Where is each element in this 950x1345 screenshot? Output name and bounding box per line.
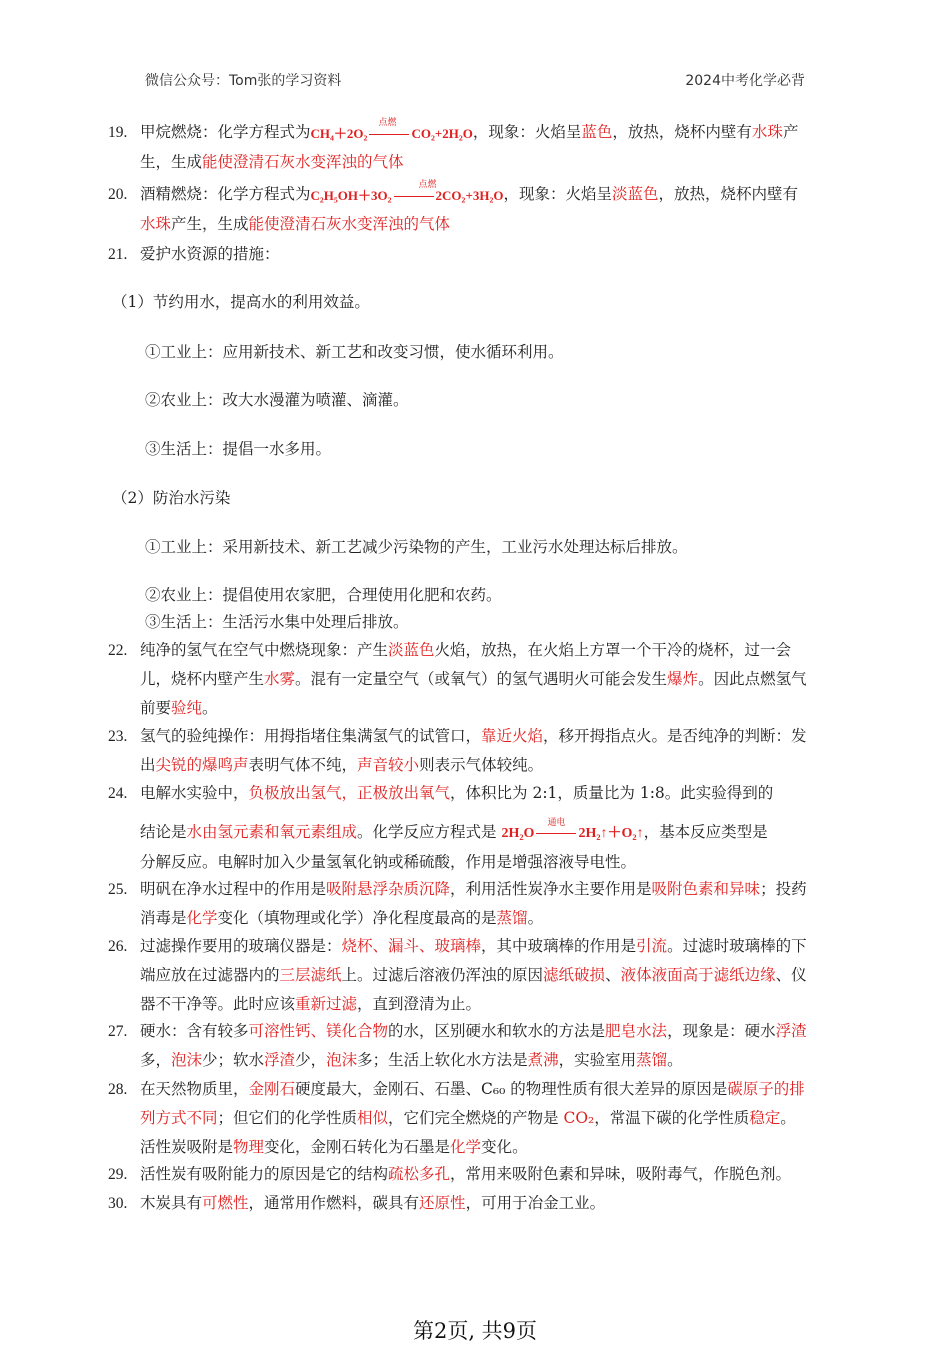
answer: 验纯 xyxy=(171,699,203,717)
text: 。 xyxy=(667,1051,683,1069)
text: 活性炭有吸附能力的原因是它的结构 xyxy=(140,1165,389,1183)
eq-products: CO₂+2H₂O xyxy=(411,125,473,141)
header-title: 2024中考化学必背 xyxy=(685,73,805,89)
item-number: 22. xyxy=(108,642,128,659)
answer: 化学 xyxy=(186,909,218,927)
chemical-equation xyxy=(310,116,473,148)
text: ，通常用作燃料，碳具有 xyxy=(248,1194,420,1212)
answer: 吸附悬浮杂质沉降 xyxy=(326,880,451,898)
text: 氢气的验纯操作：用拇指堵住集满氢气的试管口， xyxy=(140,727,482,745)
sub-point: ②农业上：改大水漫灌为喷灌、滴灌。 xyxy=(145,391,409,409)
answer: 能使澄清石灰水变浑浊的气体 xyxy=(248,214,451,233)
item-number: 30. xyxy=(108,1195,128,1212)
text: 、仪器不干净等。此时应该 xyxy=(140,966,807,1013)
eq-condition: 通电 xyxy=(547,816,566,827)
sub-heading-1: （1）节约用水，提高水的利用效益。 xyxy=(112,293,370,311)
item-23 xyxy=(108,722,810,780)
text: 。 xyxy=(527,909,544,927)
answer: 泡沫 xyxy=(326,1051,358,1069)
item-number: 19. xyxy=(108,124,128,141)
answer: 疏松多孔 xyxy=(388,1165,451,1183)
eq-products: 2H₂↑＋O₂↑ xyxy=(578,825,644,841)
item-19 xyxy=(108,118,810,177)
eq-reactants: C₂H₅OH＋3O₂ xyxy=(310,187,392,203)
item-20 xyxy=(108,180,810,239)
answer: CO₂ xyxy=(563,1109,595,1127)
item-number: 23. xyxy=(108,728,128,745)
answer: 蓝色 xyxy=(581,123,613,141)
header-source: 微信公众号：Tom张的学习资料 xyxy=(145,73,342,89)
text: 多；生活上软化水方法是 xyxy=(357,1051,528,1069)
answer: 水珠 xyxy=(751,123,783,141)
answer: 可燃性 xyxy=(202,1194,249,1212)
item-28 xyxy=(108,1075,810,1162)
text: ，其中玻璃棒的作用是 xyxy=(481,937,637,955)
item-number: 27. xyxy=(108,1023,128,1040)
item-number: 29. xyxy=(108,1166,128,1183)
text: 变化，金刚石转化为石墨是 xyxy=(264,1138,451,1156)
chemical-equation xyxy=(501,816,644,848)
sub-point: ③生活上：生活污水集中处理后排放。 xyxy=(145,613,409,631)
text: 火焰，放热，在火焰上方罩一个干冷的烧杯，过一会儿，烧杯内壁产生 xyxy=(140,641,792,688)
text: 纯净的氢气在空气中燃烧现象：产生 xyxy=(140,641,389,659)
eq-products: 2CO₂+3H₂O xyxy=(435,187,504,203)
text: 。 xyxy=(202,699,218,717)
text: ，放热，烧杯内壁有 xyxy=(612,123,752,141)
answer: 靠近火焰 xyxy=(481,727,544,745)
answer: 烧杯、漏斗、玻璃棒 xyxy=(341,937,482,955)
answer: 水雾 xyxy=(264,670,296,688)
text: 硬度最大，金刚石、石墨、C₆₀ 的物理性质有很大差异的原因是 xyxy=(295,1080,728,1098)
text: ；投药消毒是 xyxy=(140,880,807,927)
answer: 煮沸 xyxy=(527,1051,559,1069)
answer: 肥皂水法 xyxy=(605,1022,668,1040)
item-25 xyxy=(108,875,810,933)
text: 在天然物质里， xyxy=(140,1080,249,1098)
text: 电解水实验中， xyxy=(140,784,249,802)
item-21 xyxy=(108,240,810,269)
text: ，放热，烧杯内壁有 xyxy=(658,185,799,203)
eq-condition: 点燃 xyxy=(378,116,397,127)
item-number: 28. xyxy=(108,1081,128,1098)
text: 。活性炭吸附是 xyxy=(140,1109,796,1156)
eq-reactants: CH₄＋2O₂ xyxy=(310,125,368,141)
text: 。因此点燃氢气前要 xyxy=(140,670,807,717)
answer: 引流 xyxy=(636,937,668,955)
text: ，基本反应类型是 xyxy=(643,823,768,841)
answer: 声音较小 xyxy=(357,756,420,774)
answer: 尖锐的爆鸣声 xyxy=(155,756,249,774)
item-number: 20. xyxy=(108,186,128,203)
text: 明矾在净水过程中的作用是 xyxy=(140,880,327,898)
answer: 物理 xyxy=(233,1138,265,1156)
item-number: 25. xyxy=(108,881,128,898)
text: ，现象：火焰呈 xyxy=(472,123,582,141)
page-number: 第2页, 共9页 xyxy=(412,1319,538,1343)
answer: 水由氢元素和氧元素组成 xyxy=(186,823,358,841)
text: ；但它们的化学性质 xyxy=(217,1109,358,1127)
answer: 化学 xyxy=(450,1138,482,1156)
text: ，体积比为 2:1，质量比为 1:8。此实验得到的 xyxy=(450,784,774,802)
text: 分解反应。电解时加入少量氢氧化钠或稀硫酸，作用是增强溶液导电性。 xyxy=(140,852,637,871)
text: 木炭具有 xyxy=(140,1194,203,1212)
answer: 能使澄清石灰水变浑浊的气体 xyxy=(202,152,404,171)
item-30 xyxy=(108,1189,810,1218)
text: 则表示气体较纯。 xyxy=(419,756,544,774)
sub-point: ②农业上：提倡使用农家肥，合理使用化肥和农药。 xyxy=(145,586,502,604)
sub-point: ①工业上：采用新技术、新工艺减少污染物的产生，工业污水处理达标后排放。 xyxy=(145,538,688,556)
answer: 蒸馏 xyxy=(636,1051,668,1069)
eq-reactants: 2H₂O xyxy=(501,825,535,841)
text: 变化。 xyxy=(481,1138,528,1156)
item-24-cont xyxy=(108,818,810,877)
text: 。化学反应方程式是 xyxy=(357,823,502,841)
answer: 负极放出氢气，正极放出氧气 xyxy=(248,784,451,802)
answer: 浮渣 xyxy=(775,1022,807,1040)
text: 表明气体不纯， xyxy=(248,756,358,774)
text: 多， xyxy=(140,1051,172,1069)
text: 少， xyxy=(295,1051,327,1069)
item-27 xyxy=(108,1017,810,1075)
answer: 可溶性钙、镁化合物 xyxy=(248,1022,389,1040)
answer: 液体液面高于滤纸边缘 xyxy=(620,966,776,984)
answer: 爆炸 xyxy=(667,670,699,688)
answer: 吸附色素和异味 xyxy=(651,880,761,898)
item-22 xyxy=(108,636,810,723)
text: ，常温下碳的化学性质 xyxy=(594,1109,750,1127)
text: ，可用于冶金工业。 xyxy=(465,1194,606,1212)
text: 甲烷燃烧：化学方程式为 xyxy=(140,123,311,141)
sub-point: ①工业上：应用新技术、新工艺和改变习惯，使水循环利用。 xyxy=(145,343,564,361)
chemical-equation xyxy=(310,178,504,210)
text: 酒精燃烧：化学方程式为 xyxy=(140,185,311,203)
text: 少；软水 xyxy=(202,1051,265,1069)
text: ，利用活性炭净水主要作用是 xyxy=(450,880,652,898)
answer: 碳原子的排列方式不同 xyxy=(140,1080,805,1127)
answer: 淡蓝色 xyxy=(612,185,659,203)
sub-point: ③生活上：提倡一水多用。 xyxy=(145,440,332,458)
text: ，现象：火焰呈 xyxy=(503,185,612,203)
text: ，实验室用 xyxy=(558,1051,637,1069)
text: 产生，生成 xyxy=(171,214,249,233)
page-header xyxy=(145,70,805,90)
text: 上。过滤后溶液仍浑浊的原因 xyxy=(341,966,544,984)
answer: 水珠 xyxy=(140,214,172,233)
text: 。过滤时玻璃棒的下端应放在过滤器内的 xyxy=(140,937,807,984)
text: ，现象是：硬水 xyxy=(667,1022,776,1040)
answer: 蒸馏 xyxy=(496,909,528,927)
text: ，直到澄清为止。 xyxy=(357,995,482,1013)
item-number: 21. xyxy=(108,246,128,263)
text: 变化（填物理或化学）净化程度最高的是 xyxy=(217,909,497,927)
text: 结论是 xyxy=(140,823,187,841)
answer: 金刚石 xyxy=(248,1080,296,1098)
text: 产生，生成 xyxy=(140,123,799,171)
item-title: 爱护水资源的措施： xyxy=(140,245,280,263)
item-number: 26. xyxy=(108,938,128,955)
text: 过滤操作要用的玻璃仪器是： xyxy=(140,937,342,955)
eq-condition: 点燃 xyxy=(418,178,437,189)
text: ，它们完全燃烧的产物是 xyxy=(388,1109,564,1127)
answer: 三层滤纸 xyxy=(279,966,342,984)
sub-heading-2: （2）防治水污染 xyxy=(112,489,231,507)
answer: 相似 xyxy=(357,1109,389,1127)
answer: 重新过滤 xyxy=(295,995,358,1013)
answer: 还原性 xyxy=(419,1194,466,1212)
answer: 滤纸破损 xyxy=(543,966,606,984)
text: ，常用来吸附色素和异味，吸附毒气，作脱色剂。 xyxy=(450,1165,792,1183)
item-24 xyxy=(108,779,810,808)
answer: 稳定 xyxy=(749,1109,781,1127)
text: 的水，区别硬水和软水的方法是 xyxy=(388,1022,606,1040)
answer: 浮渣 xyxy=(264,1051,296,1069)
text: 、 xyxy=(605,966,621,984)
item-29 xyxy=(108,1160,828,1189)
item-number: 24. xyxy=(108,785,128,802)
answer: 泡沫 xyxy=(171,1051,203,1069)
text: ，移开拇指点火。是否纯净的判断：发出 xyxy=(140,727,807,774)
answer: 淡蓝色 xyxy=(388,641,435,659)
text: 硬水：含有较多 xyxy=(140,1022,249,1040)
item-26 xyxy=(108,932,810,1019)
text: 。混有一定量空气（或氧气）的氢气遇明火可能会发生 xyxy=(295,670,668,688)
